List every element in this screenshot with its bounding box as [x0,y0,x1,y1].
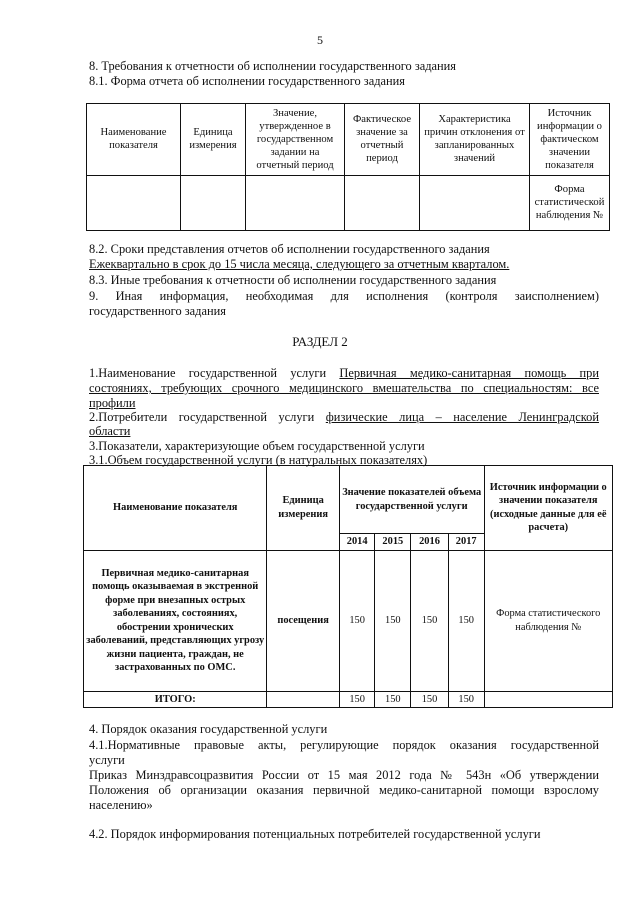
header-cell: Наименование показателя [84,466,267,551]
consumers-value-cont: области [89,424,131,438]
service-name-line [89,366,599,380]
total-source [484,691,612,708]
total-value: 150 [339,691,375,708]
consumers-value: физические лица – население Ленинградской [325,410,599,424]
header-cell: Источник информации о фактическом значении показателя [530,104,610,176]
table-cell [246,175,345,230]
header-cell: Характеристика причин отклонения от запланированных значений [420,104,530,176]
consumers-label: 2.Потребители государственной услуги [89,410,315,424]
year-header: 2017 [448,534,484,551]
table-cell [87,175,181,230]
volume-heading: 3.1.Объем государственной услуги (в натуральных показателях) [89,453,428,467]
service-name: Первичная медико-санитарная помощь при [339,366,599,380]
order-text-end: населению» [89,798,153,812]
value-cell: 150 [448,550,484,691]
other-requirements: 8.3. Иные требования к отчетности об исполнении государственного задания [89,273,497,287]
indicators-heading: 3.Показатели, характеризующие объем государственной услуги [89,439,425,453]
service-label: 1.Наименование государственной услуги [89,366,327,380]
table-cell: Форма статистической наблюдения № [530,175,610,230]
informing-heading: 4.2. Порядок информирования потенциальных потребителей государственной услуги [89,827,541,841]
report-form-table [86,103,610,231]
legal-acts-cont: услуги [89,753,125,767]
consumers-line [89,410,599,424]
legal-acts: 4.1.Нормативные правовые акты, регулирующие порядок оказания государственной [89,738,599,752]
indicator-unit: посещения [267,550,339,691]
order-text-cont: Положения об организации оказания первичной медико-санитарной помощи взрослому [89,783,599,797]
header-cell: Источник информации о значении показателя (исходные данные для её расчета) [484,466,612,551]
table-cell [420,175,530,230]
page-number: 5 [317,33,323,47]
total-unit [267,691,339,708]
value-cell: 150 [339,550,375,691]
year-header: 2014 [339,534,375,551]
header-cell: Единица измерения [181,104,246,176]
other-info: 9. Иная информация, необходимая для исполнения (контроля заисполнением) [89,289,599,303]
section-8-heading: 8. Требования к отчетности об исполнении государственного задания [89,59,457,73]
header-cell: Наименование показателя [87,104,181,176]
header-cell: Значение, утвержденное в государственном задании на отчетный период [246,104,345,176]
header-cell: Фактическое значение за отчетный период [345,104,420,176]
deadlines-text: Ежеквартально в срок до 15 числа месяца, следующего за отчетным кварталом. [89,257,510,271]
service-name-cont: состояниях, требующих срочного медицинского вмешательства по специальностям: все [89,381,599,395]
header-cell: Значение показателей объема государственной услуги [339,466,484,534]
indicator-name: Первичная медико-санитарная помощь оказываемая в экстренной форме при внезапных острых заболеваниях, состояниях, обострении хронических заболеваний, представляющих угрозу жизни пациента, граждан, не застрахованных по ОМС. [84,550,267,691]
order-text: Приказ Минздравсоцразвития России от 15 мая 2012 года № 543н «Об утверждении [89,768,599,782]
deadlines-heading: 8.2. Сроки представления отчетов об исполнении государственного задания [89,242,490,256]
table-cell [181,175,246,230]
total-value: 150 [411,691,449,708]
total-value: 150 [375,691,411,708]
header-cell: Единица измерения [267,466,339,551]
service-name-end: профили [89,396,136,410]
report-form-heading: 8.1. Форма отчета об исполнении государственного задания [89,74,405,88]
table-cell [345,175,420,230]
total-label: ИТОГО: [84,691,267,708]
total-value: 150 [448,691,484,708]
volume-table [83,465,613,708]
section-title: РАЗДЕЛ 2 [292,334,348,349]
year-header: 2016 [411,534,449,551]
other-info-cont: государственного задания [89,304,226,318]
section-4-heading: 4. Порядок оказания государственной услуги [89,722,328,736]
value-cell: 150 [411,550,449,691]
source-cell: Форма статистического наблюдения № [484,550,612,691]
year-header: 2015 [375,534,411,551]
value-cell: 150 [375,550,411,691]
